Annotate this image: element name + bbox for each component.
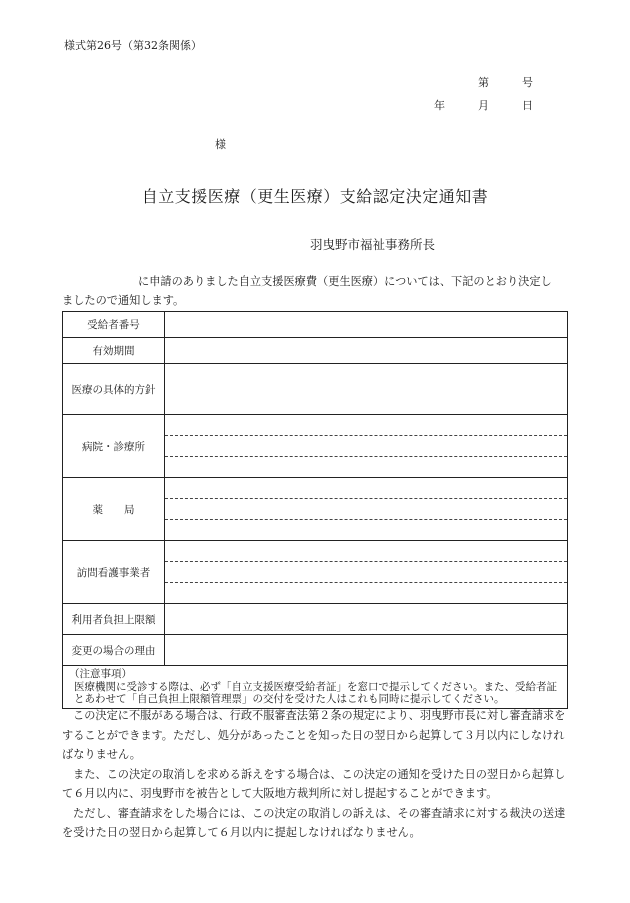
home-nursing-line	[165, 541, 567, 562]
copay-limit-field	[165, 604, 568, 635]
hospital-line	[165, 457, 567, 477]
paragraph: また、この決定の取消しを求める訴えをする場合は、この決定の通知を受けた日の翌日から起算して６月以内に、羽曳野市を被告として大阪地方裁判所に対し提起することができます。	[62, 767, 566, 800]
date-line	[434, 97, 533, 113]
table-row	[63, 364, 568, 415]
recipient-number-field	[165, 312, 568, 338]
treatment-policy-field	[165, 364, 568, 415]
table-row	[63, 415, 568, 478]
addressee-suffix: 様	[215, 138, 226, 151]
home-nursing-line	[165, 583, 567, 603]
row-label: 医療の具体的方針	[63, 364, 165, 415]
validity-period-field	[165, 338, 568, 364]
table-row	[63, 478, 568, 541]
notes-row	[63, 666, 568, 709]
date-day: 日	[522, 99, 533, 112]
certification-table	[62, 311, 568, 709]
row-label: 病院・診療所	[63, 415, 165, 478]
table-row	[63, 541, 568, 604]
table-row	[63, 635, 568, 666]
paragraph: この決定に不服がある場合は、行政不服審査法第２条の規定により、羽曳野市長に対し審査請求をすることができます。ただし、処分があったことを知った日の翌日から起算して３月以内にしなければなりません。	[62, 709, 566, 761]
document-title: 自立支援医療（更生医療）支給認定決定通知書	[141, 187, 489, 206]
number-suffix: 号	[522, 76, 533, 89]
home-nursing-field	[165, 541, 568, 604]
pharmacy-line	[165, 499, 567, 520]
hospital-field	[165, 415, 568, 478]
date-month: 月	[478, 99, 489, 112]
pharmacy-line	[165, 520, 567, 540]
row-label: 訪問看護事業者	[63, 541, 165, 604]
home-nursing-line	[165, 562, 567, 583]
paragraph: ただし、審査請求をした場合には、この決定の取消しの訴えは、その審査請求に対する裁決の送達を受けた日の翌日から起算して６月以内に提起しなければなりません。	[62, 806, 566, 839]
table-row	[63, 604, 568, 635]
change-reason-field	[165, 635, 568, 666]
row-label: 受給者番号	[63, 312, 165, 338]
number-prefix: 第	[478, 76, 489, 89]
hospital-line	[165, 436, 567, 457]
row-label: 変更の場合の理由	[63, 635, 165, 666]
notes-body: 医療機関に受診する際は、必ず「自立支援医療受給者証」を窓口で提示してください。また、受給者証とあわせて「自己負担上限額管理票」の交付を受けた人はこれも同時に提示してください。	[74, 680, 557, 705]
pharmacy-line	[165, 478, 567, 499]
issuer: 羽曳野市福祉事務所長	[310, 237, 436, 252]
form-number: 様式第26号（第32条関係）	[64, 39, 202, 52]
pharmacy-field	[165, 478, 568, 541]
intro-line-1: に申請のありました自立支援医療費（更生医療）については、下記のとおり決定し	[138, 275, 552, 288]
row-label: 有効期間	[63, 338, 165, 364]
intro-text	[62, 272, 572, 310]
document-number-line	[478, 74, 533, 90]
notes-box	[63, 666, 568, 709]
table-row	[63, 312, 568, 338]
table-row	[63, 338, 568, 364]
date-year: 年	[434, 99, 445, 112]
hospital-line	[165, 415, 567, 436]
intro-line-2: ましたので通知します。	[62, 294, 185, 307]
row-label: 薬 局	[63, 478, 165, 541]
notes-heading: （注意事項）	[69, 668, 132, 680]
row-label: 利用者負担上限額	[63, 604, 165, 635]
instructions	[62, 706, 572, 843]
